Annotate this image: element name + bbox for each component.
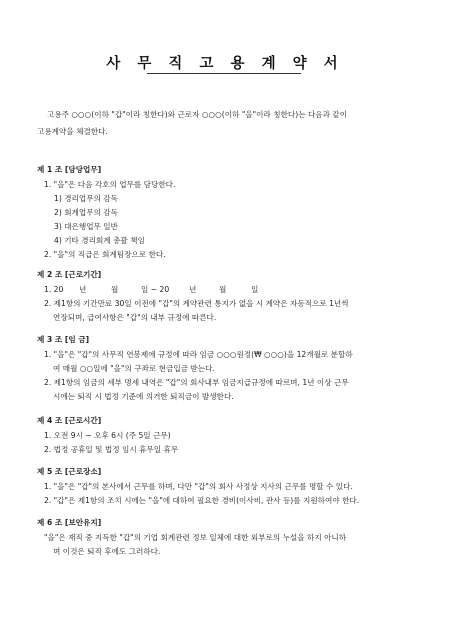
article-item-continued: 여 매월 ○○일에 "을"의 구좌로 현금입금 받는다. [53,364,215,373]
date-part: 년 [189,285,197,294]
article-5 [37,465,422,508]
article-6 [37,516,422,559]
date-part: 월 [111,285,119,294]
article-item: 1. "을"은 "갑"의 본사에서 근무를 하며, 다만 "갑"의 회사 사정상 지사의 근무를 명할 수 있다. [44,482,353,491]
article-item: 2. 법정 공휴일 및 법정 임시 휴무일 휴무 [44,445,179,454]
article-heading: 제 4 조 [근로시간] [37,416,102,425]
article-item: 1. "을"은 다음 각호의 업무를 담당한다. [44,180,176,189]
article-subitem: 4) 기타 경리회계 총괄 책임 [54,236,145,245]
document-title: 사 무 직 고 용 계 약 서 [106,55,344,72]
article-1 [37,163,422,262]
date-part: 일 ~ 20 [141,285,170,294]
article-item-continued: 연장되며, 급여사항은 "갑"의 내부 규정에 따른다. [53,313,217,322]
article-subitem: 3) 대은행업무 일반 [54,222,118,231]
article-item: 1. "을"은 "갑"의 사무직 연봉제에 규정에 따라 임금 ○○○원정(₩ ○○○)을 12개월로 분할하 [44,350,353,359]
article-item: 2. 제1항의 임금의 세부 명세 내역은 "갑"의 회사내부 임금지급규정에 따르며, 1년 이상 근무 [44,378,349,387]
article-2 [37,268,422,325]
article-item: 2. 제1항의 기간만료 30일 이전에 "갑"의 계약관련 통지가 없을 시 계약은 자동적으로 1년씩 [44,299,349,308]
article-heading: 제 3 조 [임 금] [37,335,90,344]
article-item: 1. 오전 9시 ~ 오후 6시 (주 5일 근무) [44,431,171,440]
date-part: 1. 20 [44,285,64,294]
intro-line: 고용계약을 체결한다. [37,127,108,136]
article-4 [37,414,422,457]
article-subitem: 1) 경리업무의 감독 [54,194,118,203]
article-item-continued: 시에는 퇴직 시 법정 기준에 의거한 퇴직금이 발생한다. [53,392,234,401]
article-subitem: 2) 회계업무의 감독 [54,208,118,217]
article-text-continued: 며 이것은 퇴직 후에도 그러하다. [53,547,161,556]
date-part: 월 [219,285,227,294]
article-item: 2. "갑"은 제1항의 조치 시에는 "을"에 대하여 필요한 경비(이사비, 관사 등)를 지원하여야 한다. [44,496,360,505]
article-3 [37,333,422,404]
article-heading: 제 5 조 [근로장소] [37,467,102,476]
article-heading: 제 2 조 [근로기간] [37,270,102,279]
article-item: 2. "을"의 직급은 회계팀장으로 한다. [44,250,166,259]
title-underline [147,73,301,74]
date-part: 년 [79,285,87,294]
intro-paragraph [37,106,417,140]
date-part: 일 [251,285,259,294]
article-heading: 제 1 조 [담당업무] [37,165,102,174]
article-heading: 제 6 조 [보안유지] [37,518,102,527]
article-text: "을"은 재직 중 지득한 "갑"의 기업 회계관련 정보 일체에 대한 외부로의 누설을 하지 아니하 [44,533,347,542]
employment-period-line [37,283,422,297]
intro-line: 고용주 ○○○(이하 "갑"이라 칭한다)와 근로자 ○○○(이하 "을"이라 칭한다)는 다음과 같이 [47,110,348,119]
